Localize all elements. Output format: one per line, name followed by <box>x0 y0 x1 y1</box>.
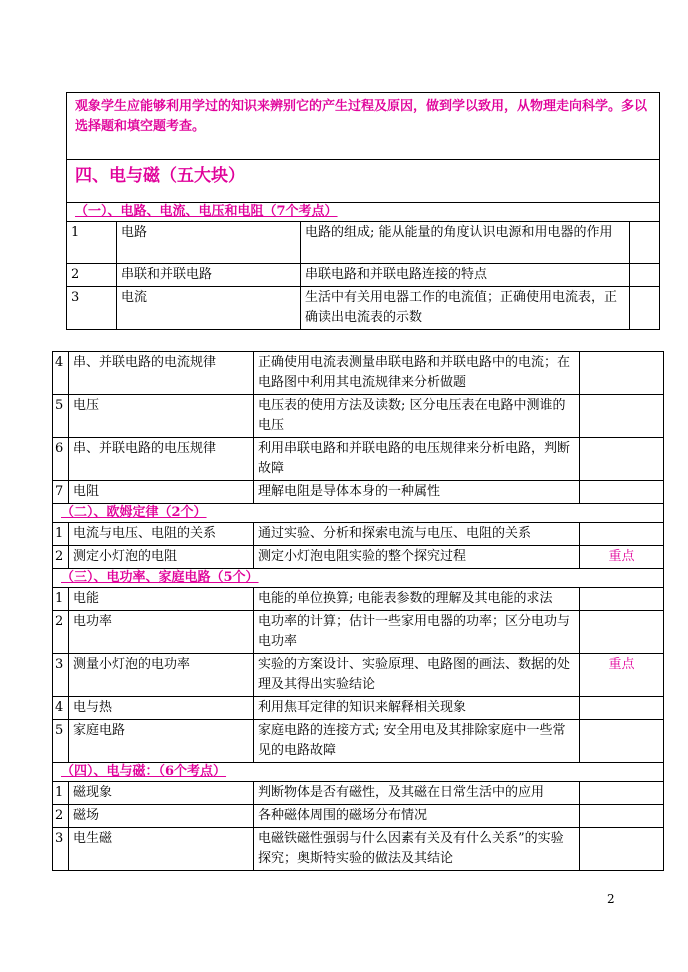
row-mark <box>580 352 664 395</box>
table-row <box>53 720 664 763</box>
row-number: 4 <box>53 697 69 720</box>
row-mark <box>580 805 664 828</box>
table-row <box>53 481 664 504</box>
table-row <box>53 438 664 481</box>
row-number: 1 <box>53 523 69 546</box>
row-topic: 磁现象 <box>69 782 254 805</box>
row-description: 家庭电路的连接方式; 安全用电及其排除家庭中一些常见的电路故障 <box>254 720 580 763</box>
section-title-row <box>53 763 664 782</box>
row-topic: 串、并联电路的电压规律 <box>69 438 254 481</box>
row-topic: 电生磁 <box>69 828 254 871</box>
table-row <box>53 611 664 654</box>
table-row <box>53 588 664 611</box>
row-topic: 电流与电压、电阻的关系 <box>69 523 254 546</box>
row-description: 各种磁体周围的磁场分布情况 <box>254 805 580 828</box>
intro-row <box>67 93 660 160</box>
row-number: 3 <box>53 654 69 697</box>
row-topic: 测量小灯泡的电功率 <box>69 654 254 697</box>
row-description: 电磁铁磁性强弱与什么因素有关及有什么关系”的实验探究；奥斯特实验的做法及其结论 <box>254 828 580 871</box>
row-topic: 电阻 <box>69 481 254 504</box>
table-row <box>53 352 664 395</box>
table-row <box>53 523 664 546</box>
row-number: 5 <box>53 720 69 763</box>
row-mark <box>630 222 660 264</box>
chapter-title: 四、电与磁（五大块） <box>75 166 245 186</box>
table-row <box>53 805 664 828</box>
row-topic: 家庭电路 <box>69 720 254 763</box>
row-description: 生活中有关用电器工作的电流值；正确使用电流表，正确读出电流表的示数 <box>301 287 630 330</box>
row-topic: 电路 <box>117 222 301 264</box>
section-title-row <box>67 203 660 222</box>
table-row <box>53 782 664 805</box>
section-1-title: （一）、电路、电流、电压和电阻（7个考点） <box>75 204 338 219</box>
bottom-table <box>52 351 664 871</box>
row-description: 测定小灯泡电阻实验的整个探究过程 <box>254 546 580 569</box>
row-topic: 串、并联电路的电流规律 <box>69 352 254 395</box>
row-description: 利用焦耳定律的知识来解释相关现象 <box>254 697 580 720</box>
row-number: 3 <box>53 828 69 871</box>
row-mark <box>580 481 664 504</box>
table-row <box>53 546 664 569</box>
row-mark <box>580 611 664 654</box>
top-table <box>66 92 660 330</box>
row-description: 电能的单位换算; 电能表参数的理解及其电能的求法 <box>254 588 580 611</box>
row-description: 理解电阻是导体本身的一种属性 <box>254 481 580 504</box>
row-mark <box>580 438 664 481</box>
row-number: 7 <box>53 481 69 504</box>
section-2-title: （二）、欧姆定律（2个） <box>61 505 207 520</box>
table-row <box>67 287 660 330</box>
section-3-title: （三）、电功率、家庭电路（5个） <box>61 570 259 585</box>
row-mark <box>630 287 660 330</box>
table-row <box>53 697 664 720</box>
row-topic: 电压 <box>69 395 254 438</box>
row-topic: 串联和并联电路 <box>117 264 301 287</box>
row-number: 5 <box>53 395 69 438</box>
row-number: 3 <box>67 287 117 330</box>
key-point-badge: 重点 <box>580 654 664 697</box>
row-topic: 磁场 <box>69 805 254 828</box>
row-number: 2 <box>53 611 69 654</box>
row-number: 2 <box>53 546 69 569</box>
row-mark <box>580 588 664 611</box>
row-topic: 电能 <box>69 588 254 611</box>
row-topic: 电流 <box>117 287 301 330</box>
row-number: 1 <box>53 588 69 611</box>
section-4-title: （四）、电与磁：（6个考点） <box>61 764 227 779</box>
row-mark <box>580 523 664 546</box>
row-number: 1 <box>53 782 69 805</box>
row-mark <box>580 720 664 763</box>
row-mark <box>580 697 664 720</box>
row-number: 2 <box>53 805 69 828</box>
row-description: 判断物体是否有磁性，及其磁在日常生活中的应用 <box>254 782 580 805</box>
table-row <box>67 222 660 264</box>
row-topic: 电与热 <box>69 697 254 720</box>
page-number: 2 <box>607 892 615 906</box>
table-row <box>53 828 664 871</box>
row-description: 电压表的使用方法及读数; 区分电压表在电路中测谁的电压 <box>254 395 580 438</box>
table-row <box>53 395 664 438</box>
table-row <box>53 654 664 697</box>
row-topic: 测定小灯泡的电阻 <box>69 546 254 569</box>
row-description: 利用串联电路和并联电路的电压规律来分析电路，判断故障 <box>254 438 580 481</box>
row-number: 6 <box>53 438 69 481</box>
row-mark <box>580 782 664 805</box>
intro-text: 观象学生应能够利用学过的知识来辨别它的产生过程及原因，做到学以致用，从物理走向科学。多以选择题和填空题考查。 <box>75 99 648 134</box>
row-description: 实验的方案设计、实验原理、电路图的画法、数据的处理及其得出实验结论 <box>254 654 580 697</box>
section-title-row <box>53 504 664 523</box>
row-mark <box>630 264 660 287</box>
row-mark <box>580 395 664 438</box>
chapter-title-row <box>67 160 660 203</box>
row-number: 2 <box>67 264 117 287</box>
row-description: 电路的组成; 能从能量的角度认识电源和用电器的作用 <box>301 222 630 264</box>
row-number: 4 <box>53 352 69 395</box>
row-description: 串联电路和并联电路连接的特点 <box>301 264 630 287</box>
key-point-badge: 重点 <box>580 546 664 569</box>
table-row <box>67 264 660 287</box>
row-number: 1 <box>67 222 117 264</box>
section-title-row <box>53 569 664 588</box>
row-description: 电功率的计算；估计一些家用电器的功率；区分电功与电功率 <box>254 611 580 654</box>
row-topic: 电功率 <box>69 611 254 654</box>
row-description: 通过实验、分析和探索电流与电压、电阻的关系 <box>254 523 580 546</box>
row-mark <box>580 828 664 871</box>
row-description: 正确使用电流表测量串联电路和并联电路中的电流；在电路图中利用其电流规律来分析做题 <box>254 352 580 395</box>
